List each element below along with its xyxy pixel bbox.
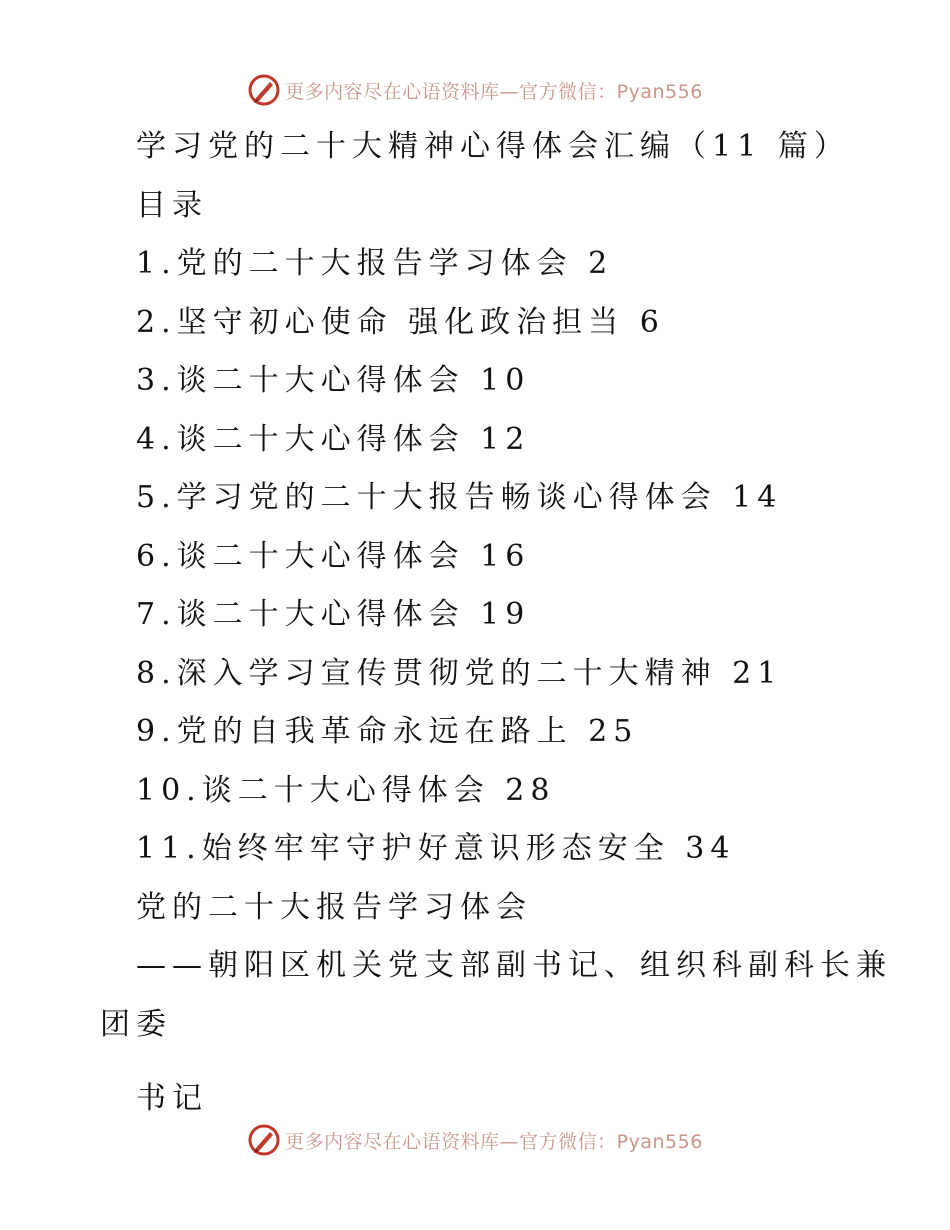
watermark-banner-bottom — [0, 1120, 950, 1160]
toc-item: 11.始终牢牢守护好意识形态安全 34 — [136, 831, 736, 866]
toc-heading: 目录 — [136, 187, 208, 223]
watermark-banner-top — [0, 70, 950, 110]
article-title: 党的二十大报告学习体会 — [136, 889, 532, 925]
toc-item: 7.谈二十大心得体会 19 — [136, 597, 531, 632]
watermark-text: 更多内容尽在心语资料库—官方微信：Pyan556 — [285, 1130, 703, 1153]
article-byline-continued: 团委 — [100, 1006, 172, 1042]
article-byline: ——朝阳区机关党支部副书记、组织科副科长兼 — [136, 948, 892, 983]
document-title: 学习党的二十大精神心得体会汇编（11 篇） — [136, 129, 850, 164]
toc-item: 10.谈二十大心得体会 28 — [136, 772, 556, 808]
toc-item: 4.谈二十大心得体会 12 — [136, 421, 531, 457]
document-body — [100, 118, 892, 1129]
toc-item: 9.党的自我革命永远在路上 25 — [136, 714, 639, 749]
toc-item: 8.深入学习宣传贯彻党的二十大精神 21 — [136, 655, 783, 691]
toc-item: 6.谈二十大心得体会 16 — [136, 538, 531, 574]
watermark-text: 更多内容尽在心语资料库—官方微信：Pyan556 — [285, 80, 703, 103]
article-byline-end: 书记 — [136, 1081, 208, 1116]
toc-item: 3.谈二十大心得体会 10 — [136, 363, 531, 398]
toc-item: 1.党的二十大报告学习体会 2 — [136, 246, 614, 281]
pen-logo-icon — [247, 73, 281, 107]
toc-item: 2.坚守初心使命 强化政治担当 6 — [136, 304, 665, 340]
toc-item: 5.学习党的二十大报告畅谈心得体会 14 — [136, 480, 783, 515]
pen-logo-icon — [247, 1123, 281, 1157]
